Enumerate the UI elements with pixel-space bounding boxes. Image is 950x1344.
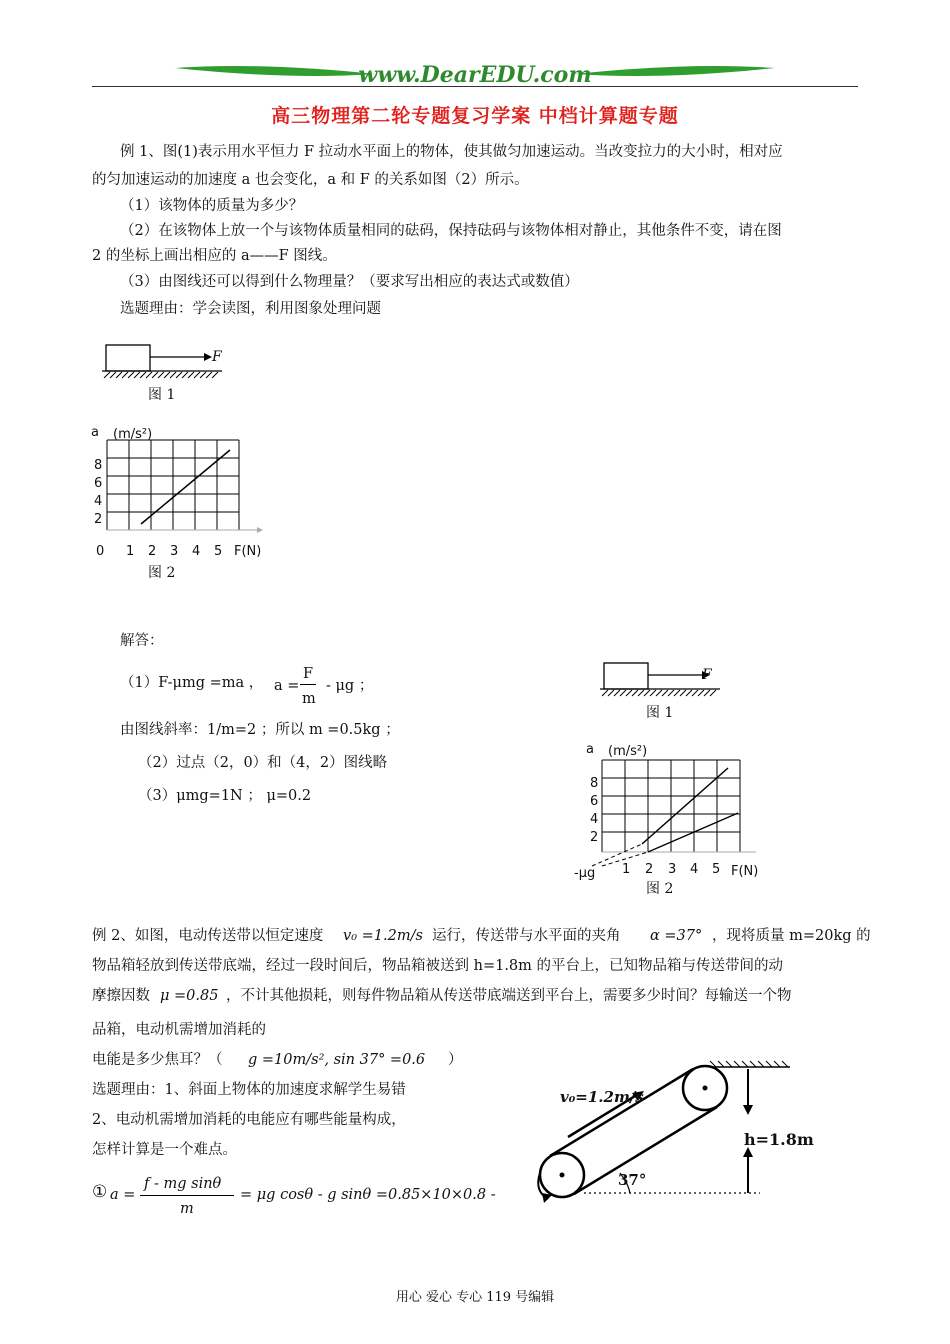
eq-rest: = μg cosθ - g sinθ =0.85×10×0.8 - <box>240 1187 496 1203</box>
answer-heading: 解答： <box>120 633 164 649</box>
page-footer: 用心 爱心 专心 119 号编辑 <box>395 1290 555 1305</box>
fig1-force-label: F <box>212 349 222 365</box>
eq-denominator: m <box>180 1201 194 1217</box>
ex2-line5b: ） <box>448 1052 463 1068</box>
fig2-xtick-4: 4 <box>192 544 201 559</box>
belt-velocity-label: v₀=1.2m/s <box>560 1088 644 1106</box>
fig1b-caption: 图 1 <box>646 705 674 721</box>
belt-angle-label: 37° <box>618 1171 647 1189</box>
ex2-line3a: 摩擦因数 <box>92 988 150 1004</box>
ex2-line1a: 例 2、如图，电动传送带以恒定速度 <box>92 928 324 944</box>
fig2b-ytick-4: 4 <box>590 812 599 827</box>
ground-hatch <box>104 372 218 378</box>
fig2b-xtick-3: 3 <box>668 862 677 877</box>
header-rule <box>92 86 858 87</box>
fig2b-y-label: a <box>586 742 594 757</box>
fig2-y-unit: (m/s²) <box>113 427 153 442</box>
ex2-line4: 品箱，电动机需增加消耗的 <box>92 1022 266 1038</box>
answer-1-frac-bar <box>300 684 316 685</box>
ex1-q2a: （2）在该物体上放一个与该物体质量相同的砝码，保持砝码与该物体相对静止，其他条件不变，请在图 <box>120 223 782 239</box>
block-box <box>106 345 150 371</box>
answer-1-tail: - μg ； <box>326 678 374 694</box>
ex2-reason2: 2、电动机需增加消耗的电能应有哪些能量构成， <box>92 1112 406 1128</box>
fig2-y-label: a <box>91 425 99 440</box>
fig2-xtick-0: 0 <box>96 544 105 559</box>
fig2b-xtick-2: 2 <box>645 862 654 877</box>
ex2-reason1: 选题理由：1、斜面上物体的加速度求解学生易错 <box>92 1082 406 1098</box>
fig2-ytick-8: 8 <box>94 458 103 473</box>
logo-swoosh-right <box>575 66 775 76</box>
belt-height-label: h=1.8m <box>744 1130 814 1149</box>
fig2b-xtick-4: 4 <box>690 862 699 877</box>
answer-slope: 由图线斜率：1/m=2 ；所以 m =0.5kg ； <box>120 722 400 738</box>
logo-swoosh-left <box>175 66 375 76</box>
force-arrowhead <box>204 353 212 361</box>
fig2-grid <box>107 440 239 530</box>
answer-2: （2）过点（2，0）和（4，2）图线略 <box>138 755 388 771</box>
fig2b-ytick-2: 2 <box>590 830 599 845</box>
ex2-line1c: ，现将质量 m=20kg 的 <box>712 928 871 944</box>
fig2b-xtick-1: 1 <box>622 862 631 877</box>
answer-1-a: a = <box>274 678 300 694</box>
fig2-caption: 图 2 <box>148 565 176 581</box>
fig2b-dash-1 <box>592 844 642 866</box>
fig2b-caption: 图 2 <box>646 881 674 897</box>
answer-1-frac-num: F <box>303 666 314 682</box>
fig2-xtick-3: 3 <box>170 544 179 559</box>
fig1-caption: 图 1 <box>148 387 176 403</box>
platform-hatch <box>710 1061 788 1067</box>
ex2-angle: α =37° <box>650 928 703 944</box>
fig2b-xtick-5: 5 <box>712 862 721 877</box>
fig2-x-label: F(N) <box>234 544 262 559</box>
ex2-mu: μ =0.85 <box>160 988 219 1004</box>
ex1-q1: （1）该物体的质量为多少？ <box>120 198 304 214</box>
fig2b-ytick-8: 8 <box>590 776 599 791</box>
fig2b-ytick-6: 6 <box>590 794 599 809</box>
fig2-xtick-2: 2 <box>148 544 157 559</box>
answer-3: （3）μmg=1N ； μ=0.2 <box>138 788 312 804</box>
ex2-gravity: g =10m/s², sin 37° =0.6 <box>248 1052 426 1068</box>
ex2-line2: 物品箱轻放到传送带底端，经过一段时间后，物品箱被送到 h=1.8m 的平台上，已知物品箱与传送带间的动 <box>92 958 784 974</box>
ex1-line2: 的匀加速运动的加速度 a 也会变化，a 和 F 的关系如图（2）所示。 <box>92 172 529 188</box>
eq-a: a = <box>110 1187 136 1203</box>
fig2-ytick-2: 2 <box>94 512 103 527</box>
ex2-line1b: 运行，传送带与水平面的夹角 <box>432 928 621 944</box>
belt-top <box>550 1069 693 1156</box>
ex2-reason3: 怎样计算是一个难点。 <box>92 1142 237 1158</box>
fig2b-neg-label: -μg <box>574 866 596 881</box>
answer-1-lhs: （1）F-μmg =ma ， <box>120 675 264 691</box>
fig1b-force-label: F <box>702 667 712 683</box>
ex1-q3: （3）由图线还可以得到什么物理量？（要求写出相应的表达式或数值） <box>120 274 579 290</box>
eq-marker: ① <box>92 1182 108 1202</box>
answer-1-frac-den: m <box>302 691 316 707</box>
fig2-xtick-1: 1 <box>126 544 135 559</box>
ex1-q2b: 2 的坐标上画出相应的 a——F 图线。 <box>92 248 337 264</box>
ex1-reason: 选题理由：学会读图，利用图象处理问题 <box>120 301 381 317</box>
ex2-velocity: v₀ =1.2m/s <box>343 928 423 944</box>
page-title: 高三物理第二轮专题复习学案 中档计算题专题 <box>271 105 679 127</box>
fig2b-x-label: F(N) <box>731 864 759 879</box>
eq-frac-bar <box>140 1195 234 1196</box>
fig2-xtick-5: 5 <box>214 544 223 559</box>
fig2-ytick-4: 4 <box>94 494 103 509</box>
ex2-line5a: 电能是多少焦耳？（ <box>92 1052 223 1068</box>
fig2-x-arrow <box>257 527 263 533</box>
fig2b-y-unit: (m/s²) <box>608 744 648 759</box>
fig1-block-diagram <box>100 340 230 382</box>
logo-text: www.DearEDU.com <box>358 62 592 88</box>
fig2-ytick-6: 6 <box>94 476 103 491</box>
ex2-line3b: ，不计其他损耗，则每件物品箱从传送带底端送到平台上，需要多少时间？每输送一个物 <box>226 988 792 1004</box>
fig2b-original-line <box>642 768 728 844</box>
ex1-line1: 例 1、图(1)表示用水平恒力 F 拉动水平面上的物体，使其做匀加速运动。当改变拉力的大小时，相对应 <box>120 144 783 160</box>
eq-numerator: f - mg sinθ <box>144 1176 222 1192</box>
